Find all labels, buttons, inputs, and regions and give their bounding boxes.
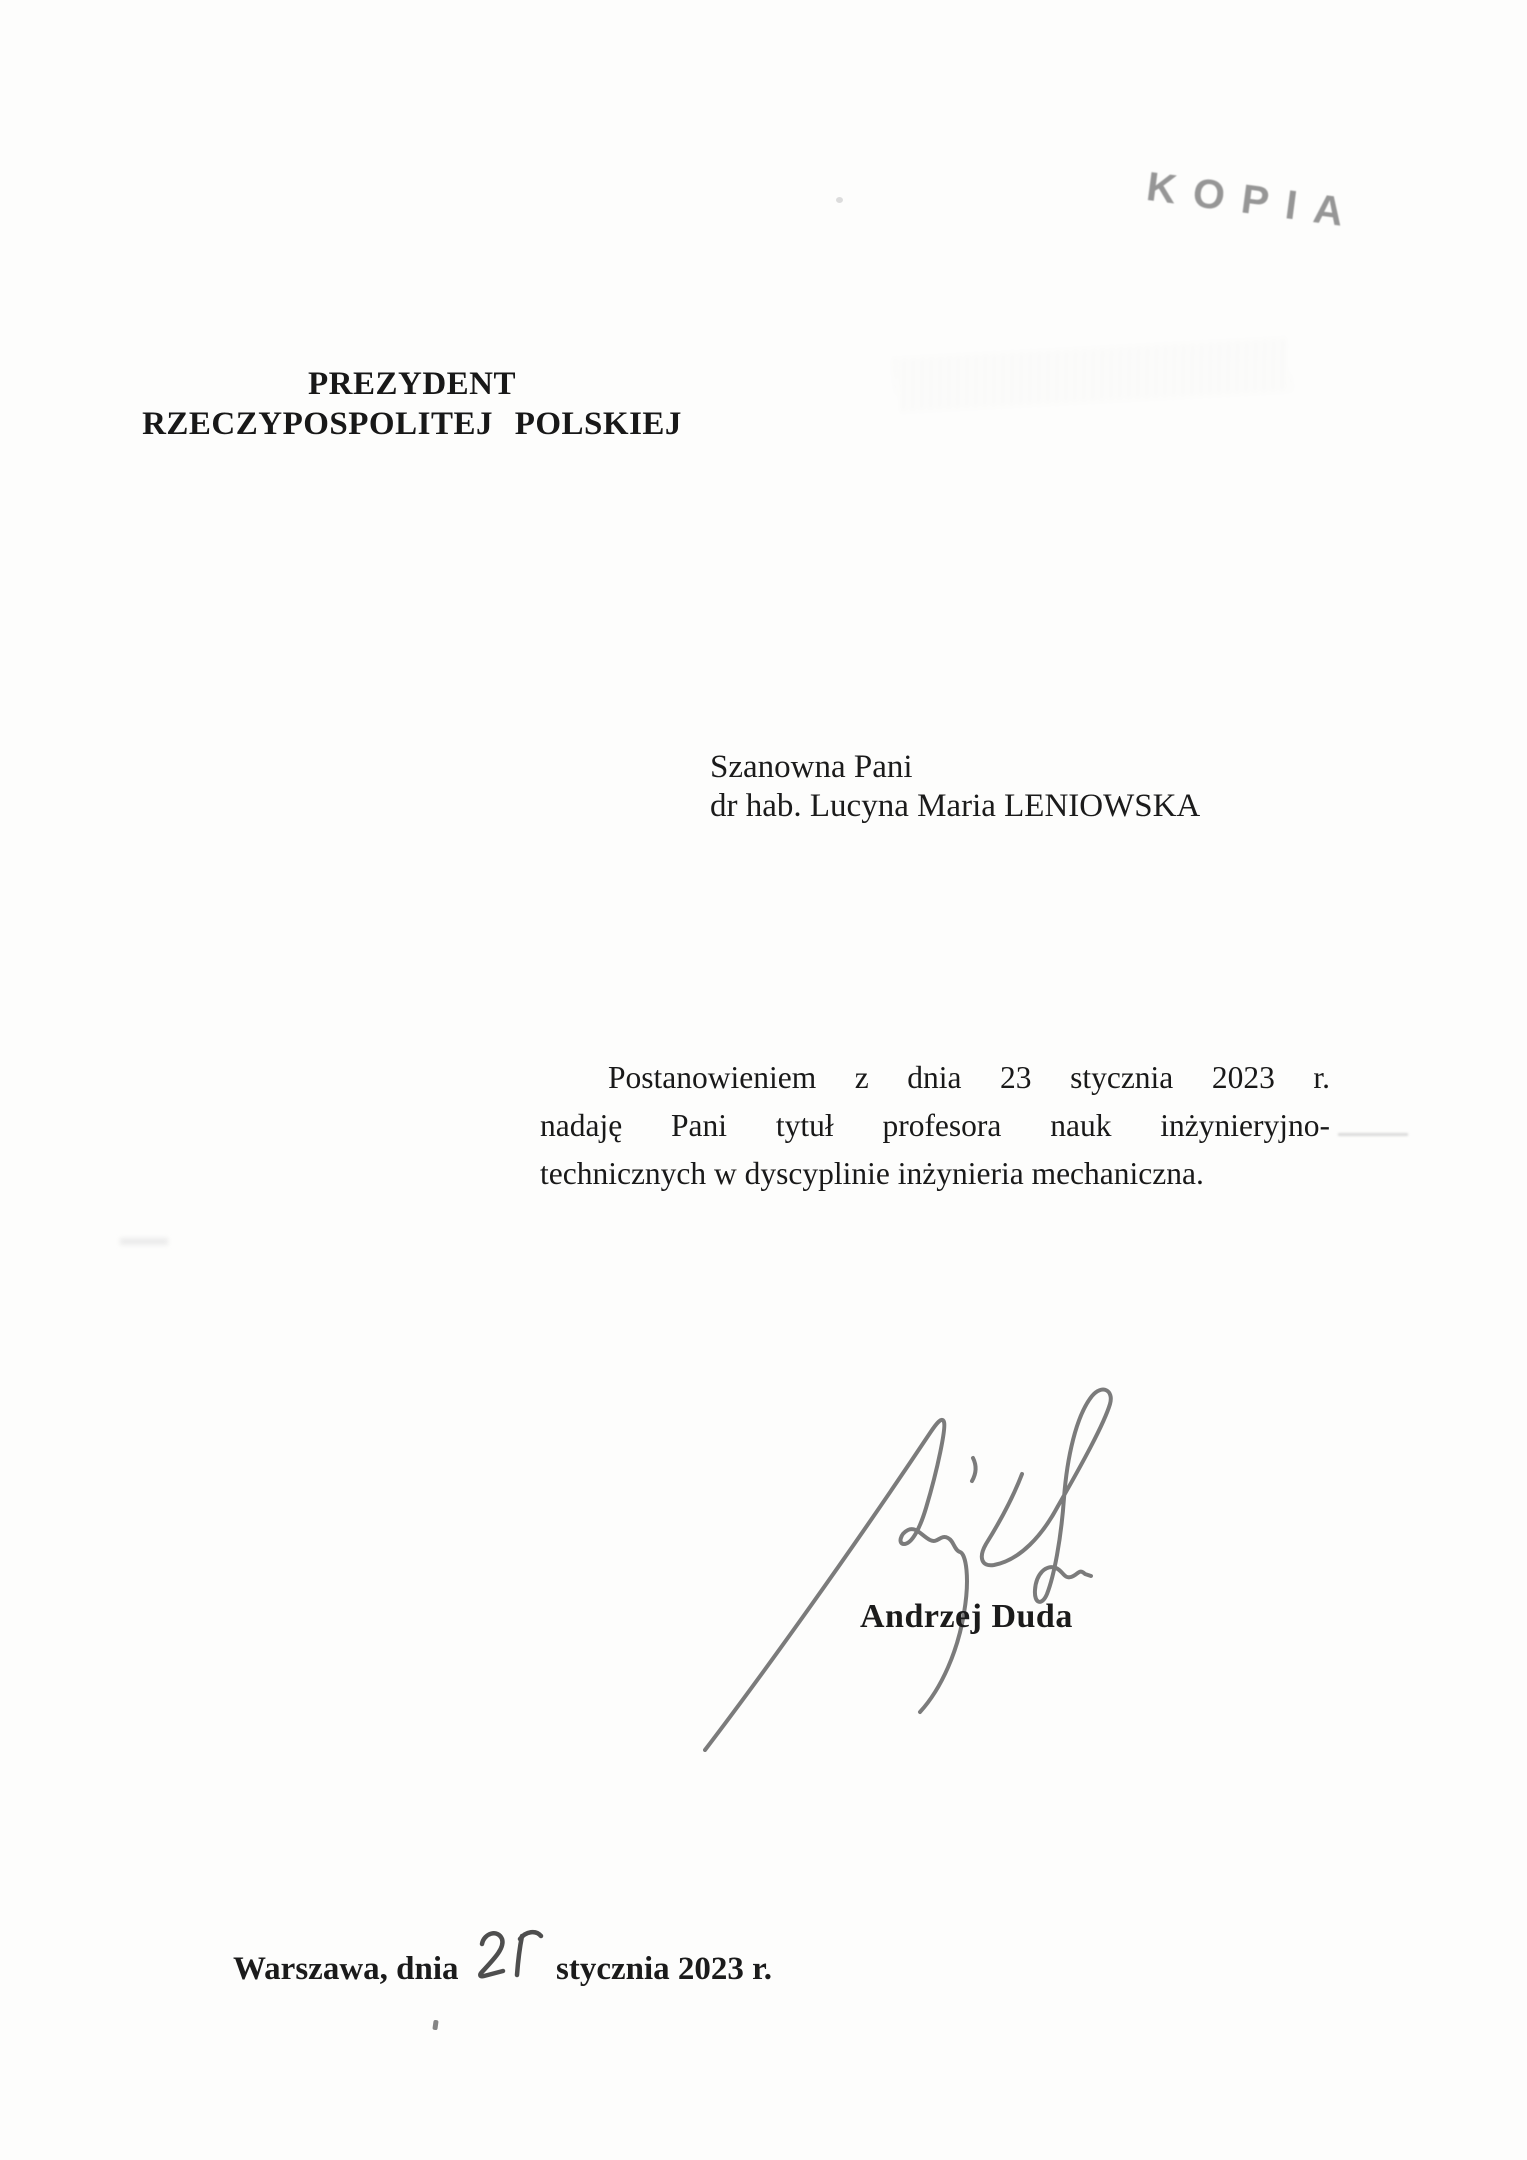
signature-stroke-main	[705, 1420, 967, 1750]
scan-speck	[432, 2020, 438, 2031]
scan-speck	[836, 197, 843, 203]
letterhead-subtitle: RZECZYPOSPOLITEJ POLSKIEJ	[142, 406, 682, 442]
recipient-salutation: Szanowna Pani	[710, 749, 913, 785]
date-place-label: Warszawa, dnia	[233, 1951, 459, 1987]
signature-stroke-apostrophe	[972, 1458, 976, 1481]
body-line: Postanowieniem z dnia 23 stycznia 2023 r.	[608, 1060, 1330, 1095]
body-line: technicznych w dyscyplinie inżynieria mechaniczna.	[540, 1156, 1204, 1191]
kopia-stamp: KOPIA	[1143, 163, 1364, 237]
handwritten-digit-5	[517, 1932, 541, 1975]
body-line: nadaję Pani tytuł profesora nauk inżynieryjno-	[540, 1108, 1330, 1143]
recipient-block	[710, 748, 1200, 826]
letterhead-title: PREZYDENT	[307, 366, 517, 402]
date-text: stycznia 2023 r.	[556, 1951, 773, 1987]
body-paragraph	[540, 1054, 1330, 1198]
scan-bleedthrough-smudge	[894, 338, 1291, 413]
scan-artifact-dash	[1338, 1133, 1408, 1136]
signature-stroke-loop	[982, 1390, 1111, 1602]
letterhead	[112, 364, 712, 444]
scan-speck	[120, 1238, 168, 1245]
signature-printed-name: Andrzej Duda	[860, 1598, 1073, 1635]
handwritten-signature	[690, 1378, 1160, 1763]
handwritten-day	[470, 1926, 554, 1982]
recipient-name: dr hab. Lucyna Maria LENIOWSKA	[710, 788, 1201, 824]
handwritten-digit-2	[480, 1933, 503, 1976]
